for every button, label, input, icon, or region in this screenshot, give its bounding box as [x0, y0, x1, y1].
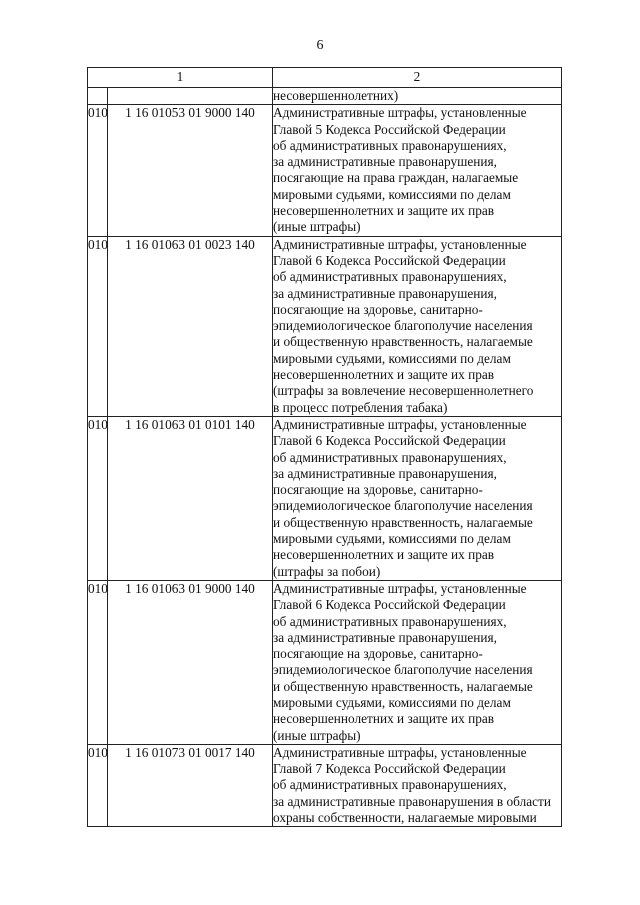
budget-codes-table [87, 67, 562, 827]
continuation-code-cell [108, 88, 273, 105]
name-line: и общественную нравственность, налагаемые [273, 514, 533, 530]
budget-code-cell: 1 16 01063 01 0101 140 [108, 416, 273, 580]
name-line: за административные правонарушения, [273, 629, 497, 645]
continuation-name-cell [273, 88, 562, 105]
name-line: (иные штрафы) [273, 219, 361, 235]
revenue-name-cell [273, 416, 562, 580]
name-line: в процесс потребления табака) [273, 399, 448, 415]
name-line: мировыми судьями, комиссиями по делам [273, 694, 511, 710]
name-line: Главой 6 Кодекса Российской Федерации [273, 433, 506, 449]
budget-code-cell: 1 16 01063 01 9000 140 [108, 580, 273, 744]
header-col-1: 1 [88, 68, 273, 88]
name-line: за административные правонарушения, [273, 154, 497, 170]
name-line: посягающие на права граждан, налагаемые [273, 170, 519, 186]
name-line: Административные штрафы, установленные [273, 236, 527, 252]
table-row [88, 236, 562, 416]
name-line: об административных правонарушениях, [273, 777, 507, 793]
name-line: об административных правонарушениях, [273, 449, 507, 465]
revenue-name-cell [273, 105, 562, 236]
name-line: посягающие на здоровье, санитарно- [273, 646, 483, 662]
name-line: Главой 7 Кодекса Российской Федерации [273, 761, 506, 777]
name-line: Главой 6 Кодекса Российской Федерации [273, 597, 506, 613]
name-line: за административные правонарушения, [273, 465, 497, 481]
name-line: Административные штрафы, установленные [273, 416, 527, 432]
name-line: мировыми судьями, комиссиями по делам [273, 186, 511, 202]
name-line: Главой 6 Кодекса Российской Федерации [273, 252, 506, 268]
name-line: несовершеннолетних и защите их прав [273, 711, 495, 727]
budget-code-cell: 1 16 01053 01 9000 140 [108, 105, 273, 236]
name-line: мировыми судьями, комиссиями по делам [273, 350, 511, 366]
name-line: эпидемиологическое благополучие населения [273, 498, 533, 514]
name-line: за административные правонарушения в области [273, 793, 551, 809]
name-line: Административные штрафы, установленные [273, 744, 527, 760]
name-line: посягающие на здоровье, санитарно- [273, 482, 483, 498]
name-line: несовершеннолетних и защите их прав [273, 203, 495, 219]
admin-code-cell: 010 [88, 744, 108, 826]
continuation-row [88, 88, 562, 105]
revenue-name-cell [273, 236, 562, 416]
name-line: об административных правонарушениях, [273, 269, 507, 285]
name-line: охраны собственности, налагаемые мировыми [273, 810, 537, 826]
name-line: и общественную нравственность, налагаемые [273, 334, 533, 350]
name-line: (штрафы за вовлечение несовершеннолетнего [273, 383, 534, 399]
table-header-row [88, 68, 562, 88]
name-line: за административные правонарушения, [273, 285, 497, 301]
admin-code-cell: 010 [88, 236, 108, 416]
admin-code-cell: 010 [88, 580, 108, 744]
name-line: Административные штрафы, установленные [273, 105, 527, 121]
name-line: несовершеннолетних и защите их прав [273, 547, 495, 563]
header-col-2: 2 [273, 68, 562, 88]
name-line: и общественную нравственность, налагаемые [273, 678, 533, 694]
admin-code-cell: 010 [88, 105, 108, 236]
name-line: несовершеннолетних) [273, 88, 399, 103]
name-line: мировыми судьями, комиссиями по делам [273, 531, 511, 547]
page-number: 6 [316, 38, 324, 53]
name-line: (иные штрафы) [273, 727, 361, 743]
continuation-admin-cell [88, 88, 108, 105]
name-line: эпидемиологическое благополучие населения [273, 318, 533, 334]
name-line: эпидемиологическое благополучие населения [273, 662, 533, 678]
name-line: Административные штрафы, установленные [273, 580, 527, 596]
name-line: Главой 5 Кодекса Российской Федерации [273, 121, 506, 137]
table-row [88, 744, 562, 826]
admin-code-cell: 010 [88, 416, 108, 580]
budget-code-cell: 1 16 01073 01 0017 140 [108, 744, 273, 826]
table-row [88, 580, 562, 744]
name-line: несовершеннолетних и защите их прав [273, 367, 495, 383]
name-line: об административных правонарушениях, [273, 613, 507, 629]
budget-code-cell: 1 16 01063 01 0023 140 [108, 236, 273, 416]
revenue-name-cell [273, 744, 562, 826]
table-row [88, 105, 562, 236]
name-line: посягающие на здоровье, санитарно- [273, 301, 483, 317]
name-line: (штрафы за побои) [273, 563, 381, 579]
name-line: об административных правонарушениях, [273, 137, 507, 153]
table-row [88, 416, 562, 580]
revenue-name-cell [273, 580, 562, 744]
